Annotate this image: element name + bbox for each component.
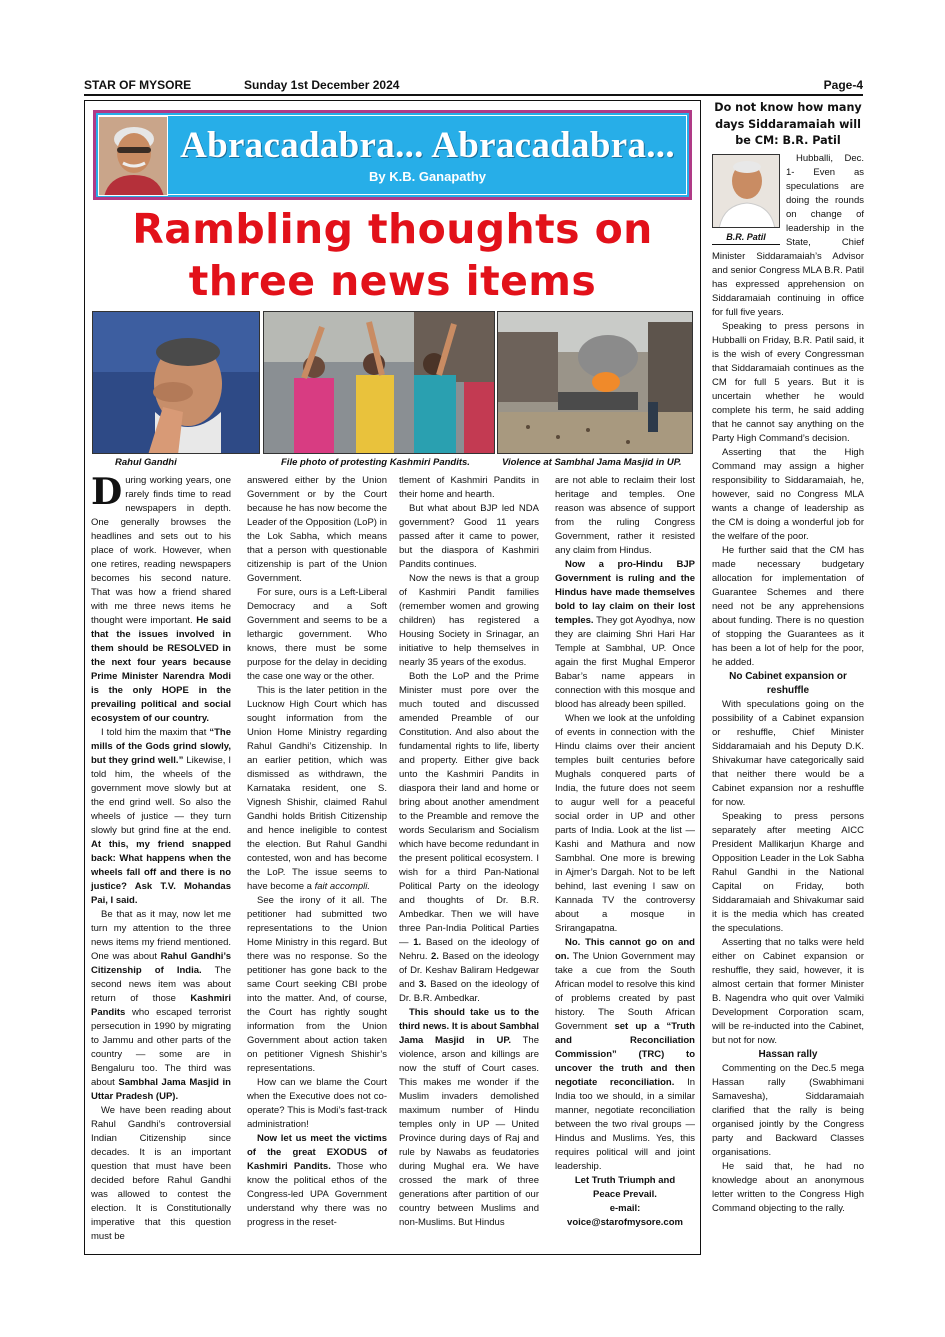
- sidebar-subhead: Hassan rally: [758, 1048, 818, 1060]
- newspaper-name: STAR OF MYSORE: [84, 78, 192, 92]
- paragraph: Asserting that no talks were held either on Cabinet expansion or reshuffle, they said, however, it is almost certain that former Minister B. Nagendra who quit over Valmiki Development Corporation scam, will be re-inducted into the Cabinet, but not for now.: [712, 936, 864, 1046]
- photo-rahul-gandhi: [92, 311, 260, 454]
- article-column-2: [247, 474, 387, 1230]
- columnist-portrait: [98, 116, 168, 196]
- paragraph: tlement of Kashmiri Pandits in their home and hearth.: [399, 475, 539, 500]
- column-byline: By K.B. Ganapathy: [368, 169, 487, 184]
- paragraph: are not able to reclaim their lost heritage and temples. One reason was absence of support from the ruling Congress Government, rather it resisted any claim from Hindus.: [555, 475, 695, 556]
- article-column-3: [399, 474, 539, 1230]
- issue-date: Sunday 1st December 2024: [244, 78, 400, 92]
- sidebar-photo-caption: B.R. Patil: [712, 228, 780, 245]
- paragraph: We have been reading about Rahul Gandhi’s controversial Indian Citizenship since decades. It is an important question that must have been decided before Rahul Gandhi was allowed to contest the election. It is Constitutionally imperative that this question must be: [91, 1105, 231, 1242]
- page-number: Page-4: [823, 78, 863, 92]
- email-address: voice@starofmysore.com: [567, 1217, 683, 1228]
- article-headline: Rambling thoughts on three news items: [132, 205, 653, 305]
- paragraph: For sure, ours is a Left-Liberal Democracy and a Soft Government and seems to be a lethargic government. Who knows, there must be some purpose for the delay in deciding the case one way or the other.: [247, 587, 387, 682]
- paragraph: During working years, one rarely finds time to read newspapers in depth. One generally browses the headlines and sets out to his place of work. However, when one retires, reading newspapers becomes his second nature. That was how a friend shared with me three news items he thought were important. He said that the issues involved in them should be RESOLVED in the next four years because Prime Minister Narendra Modi is the only HOPE in the prevailing political and social ecosystem of our country.: [91, 471, 231, 724]
- paragraph: Both the LoP and the Prime Minister must pore over the much touted and discussed amended Preamble of our Constitution. And also about the fundamental rights to life, liberty and property. Either give back unto the Kashmiri Pandits in diaspora their land and home or bring about another amendment to the Preamble and remove the words Secularism and Socialism which have become redundant in the present political ecosystem. I wish for a third Pan-National Political Party on the ideology and thoughts of Dr. B.R. Ambedkar. Then we will have three Pan-India Political Parties — 1. Based on the ideology of Nehru. 2. Based on the ideology of Dr. Keshav Baliram Hedgewar and 3. Based on the ideology of Dr. B.R. Ambedkar.: [399, 671, 540, 1004]
- paragraph: When we look at the unfolding of events in connection with the Hindu claims over their ancient temples built centuries before Mughals conquered parts of India, the future does not seem to augur well for a peaceful social order in UP and other parts of India. Look at the list — Kashi and Mathura and now Sambhal. One more is brewing in Ajmer’s Dargah. Not to be left behind, last evening I saw on Kannada TV the controversy about a mosque in Srirangapatna.: [555, 713, 695, 934]
- paragraph: Hubballi, Dec. 1- Even as speculations are doing the rounds on change of leadership in the State, Chief Minister Siddaramaiah’s Advisor and senior Congress MLA B.R. Patil has expressed apprehension on Siddaramaiah continuing in office for full five years.: [712, 152, 864, 318]
- paragraph: Speaking to press persons in Hubballi on Friday, B.R. Patil said, it is the wish of every Congressman that Siddaramaiah continues as the CM for full 5 years. But it is uncertain whether he would complete his term, he said adding that he cannot say anything on the Party High Command’s decision.: [712, 320, 864, 444]
- paragraph: No. This cannot go on and on. The Union Government may take a cue from the South African model to resolve this kind of problems created by past history. The South African Government set up a “Truth and Reconciliation Commission” (TRC) to uncover the truth and then negotiate reconciliation. In India too we should, in a similar manner, negotiate reconciliation between the two rival groups — Hindus and Muslims. Yes, this requires political will and joint leadership.: [555, 937, 695, 1172]
- photo-kashmiri-pandits-protest: [263, 311, 495, 454]
- paragraph: But what about BJP led NDA government? Good 11 years passed after it came to power, but the diaspora of Kashmiri Pandits continues.: [399, 503, 539, 570]
- sidebar-headline: Do not know how many days Siddaramaiah will be CM: B.R. Patil: [714, 101, 862, 147]
- paragraph: answered either by the Union Government or by the Court because he has now become the Leader of the Opposition (LoP) in the Lok Sabha, which means that a person with questionable citizenship is part of the Union Government.: [247, 475, 387, 584]
- article-column-4: [555, 474, 695, 1230]
- column-title: Abracadabra... Abracadabra...: [180, 125, 675, 166]
- paragraph: He further said that the CM has made necessary budgetary allocation for implementation of Guarantee Schemes and there need not be any apprehensions about funding. There is no question of stopping the Guarantees as it has been a lot of help for the poor, he added.: [712, 544, 864, 668]
- sign-off: Let Truth Triumph and Peace Prevail. e-mail: voice@starofmysore.com: [555, 1174, 695, 1230]
- caption-kashmiri-pandits: File photo of protesting Kashmiri Pandits.: [281, 457, 470, 468]
- br-patil-photo: [712, 154, 780, 245]
- paragraph: Now a pro-Hindu BJP Government is ruling and the Hindus have made themselves bold to lay claim on their lost temples. They got Ayodhya, now they are claiming Shri Hari Har Temple at Sambhal, UP. Once again the first Mughal Emperor Babar’s name appears in connection with this mosque and blood has already been spilled.: [555, 559, 696, 710]
- drop-cap: D: [91, 471, 123, 513]
- paragraph: This should take us to the third news. It is about Sambhal Jama Masjid in UP. The violence, arson and killings are now the stuff of Court cases. This makes me wonder if the Muslim invaders demolished maximum number of Hindu temples only in UP — United Province during days of Raj and rule by Nawabs as feudatories during Mughal era. We have crossed the mark of three generations after partition of our country between Muslims and non-Muslims. But Hindus: [399, 1007, 539, 1228]
- article-column-1: [91, 471, 232, 1244]
- masthead: [84, 76, 863, 94]
- caption-rahul-gandhi: Rahul Gandhi: [115, 457, 177, 468]
- paragraph: Commenting on the Dec.5 mega Hassan rally (Swabhimani Samavesha), Siddaramaiah clarified that the rally is being organised jointly by the Congress party and Backward Classes organisations.: [712, 1062, 864, 1158]
- caption-sambhal: Violence at Sambhal Jama Masjid in UP.: [502, 457, 682, 468]
- sidebar-news: [712, 100, 864, 1216]
- paragraph: Now the news is that a group of Kashmiri Pandit families (remember women and growing children) has registered a Housing Society in Srinagar, an initiative to help themselves in nearly 35 years of the exodus.: [399, 573, 539, 668]
- paragraph: Asserting that the High Command may assign a higher responsibility to Siddaramaiah, he, however, said no Congress MLA wants a change of leadership as the CM is doing a wonderful job for the welfare of the poor.: [712, 446, 864, 542]
- paragraph: He said that, he had no knowledge about an anonymous letter written to the Congress High Command objecting to the rally.: [712, 1160, 864, 1214]
- paragraph: How can we blame the Court when the Executive does not co-operate? This is Modi’s fast-track administration!: [247, 1077, 387, 1130]
- photo-sambhal-violence: [497, 311, 693, 454]
- paragraph: See the irony of it all. The petitioner had submitted two representations to the Union Home Ministry in this regard. But there was no response. So the petitioner has gone back to the same Court seeking CBI probe into the matter. And, of course, the Court has rightly sought information from the Union Government about action taken on petitioner Vignesh Shishir’s representations.: [247, 895, 387, 1074]
- paragraph: I told him the maxim that “The mills of the Gods grind slowly, but they grind well.” Likewise, I told him, the wheels of the government move slowly but at the end grind well. So also the wheels of justice — they turn slowly but grind fine at the end. At this, my friend snapped back: What happens when the wheels fall off and there is no justice? Ask T.V. Mohandas Pai, I said.: [91, 727, 232, 906]
- paragraph: With speculations going on the possibility of a Cabinet expansion or reshuffle, Chief Minister Siddaramaiah and his Deputy D.K. Shivakumar have categorically said that neither there would be a Cabinet expansion nor a reshuffle for now.: [712, 698, 864, 808]
- paragraph: Be that as it may, now let me turn my attention to the three news items my friend mentioned. One was about Rahul Gandhi’s Citizenship of India. The second news item was about return of those Kashmiri Pandits who escaped terrorist persecution in 1990 by migrating to Jammu and other parts of the country — some are in Bengaluru too. The third was about Sambhal Jama Masjid in Uttar Pradesh (UP).: [91, 909, 231, 1102]
- paragraph: Now let us meet the victims of the great EXODUS of Kashmiri Pandits. Those who know the political ethos of the Congress-led UPA Government understand why there was no progress in the reset-: [247, 1133, 387, 1228]
- sidebar-subhead: No Cabinet expansion or reshuffle: [729, 670, 847, 696]
- paragraph: This is the later petition in the Lucknow High Court which has sought information from the Union Home Ministry regarding Rahul Gandhi’s Citizenship. In an earlier petition, which was dismissed as withdrawn, the Karnataka resident, one S. Vignesh Shishir, claimed Rahul Gandhi holds British Citizenship and hence ineligible to contest the election. But Rahul Gandhi contested, won and has become the LoP. The issue seems to have become a fait accompli.: [247, 685, 387, 892]
- paragraph: Speaking to press persons separately after meeting AICC President Mallikarjun Kharge and Opposition Leader in the Lok Sabha Rahul Gandhi in the National Capital on Friday, both Siddaramaiah and Shivakumar said it is the media which has created the speculations.: [712, 810, 864, 934]
- masthead-rule: [84, 94, 863, 96]
